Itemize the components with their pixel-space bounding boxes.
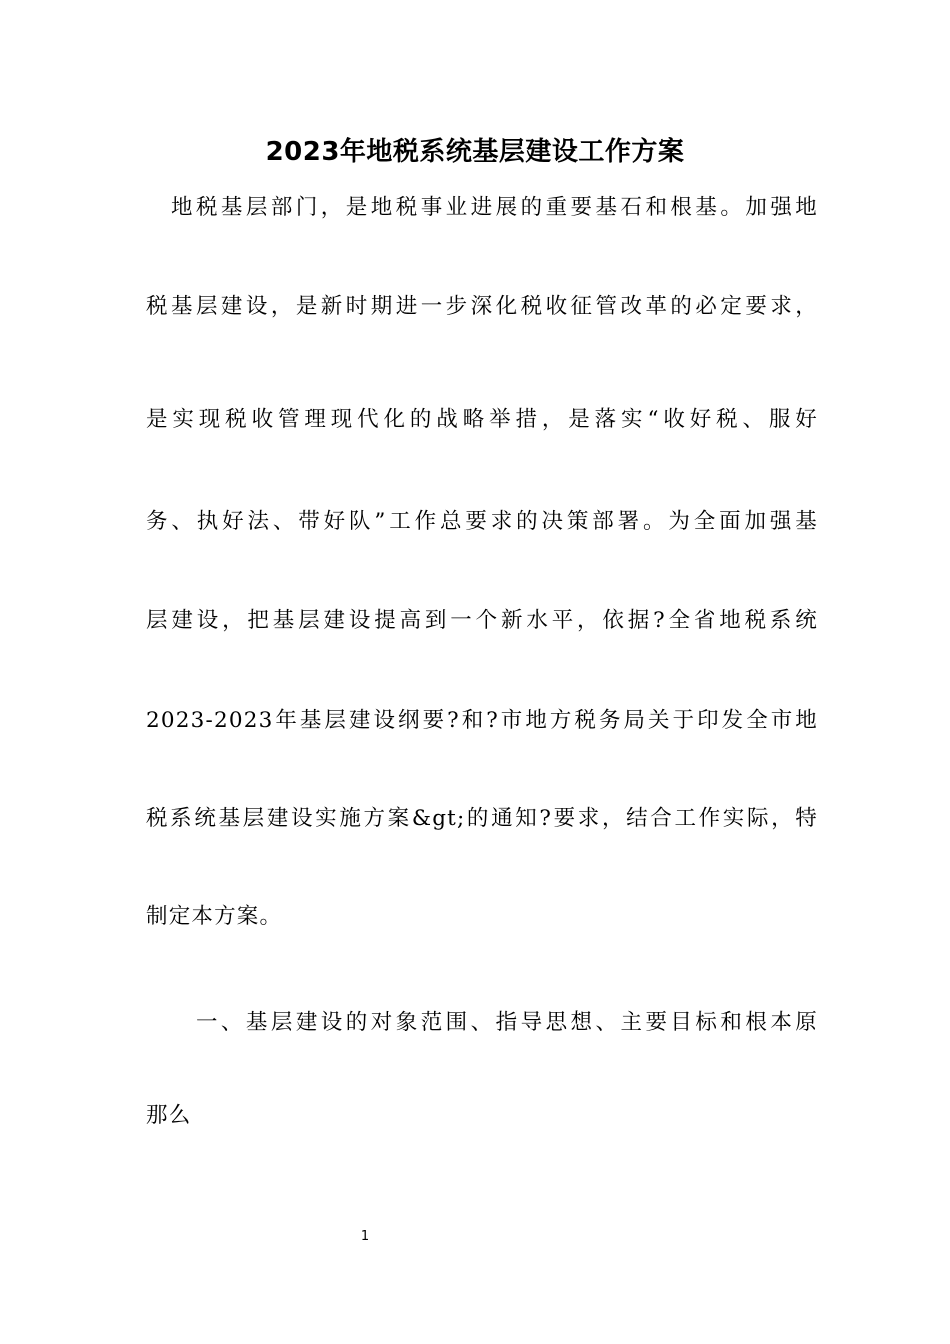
paragraph-line: 是实现税收管理现代化的战略举措，是落实“收好税、服好 — [146, 407, 818, 432]
paragraph-line: 层建设，把基层建设提高到一个新水平，依据?全省地税系统 — [146, 608, 818, 633]
page-number: 1 — [360, 1229, 370, 1244]
paragraph-line: 2023-2023年基层建设纲要?和?市地方税务局关于印发全市地 — [146, 708, 818, 733]
paragraph-line: 务、执好法、带好队”工作总要求的决策部署。为全面加强基 — [146, 509, 818, 534]
document-title: 2023年地税系统基层建设工作方案 — [265, 137, 685, 167]
paragraph-line: 地税基层部门，是地税事业进展的重要基石和根基。加强地 — [146, 195, 818, 220]
section-heading-line: 一、基层建设的对象范围、指导思想、主要目标和根本原 — [146, 1010, 818, 1035]
paragraph-line: 税系统基层建设实施方案&gt;的通知?要求，结合工作实际，特 — [146, 806, 818, 831]
section-heading-line: 那么 — [146, 1103, 192, 1128]
paragraph-line: 税基层建设，是新时期进一步深化税收征管改革的必定要求， — [146, 294, 818, 319]
paragraph-line: 制定本方案。 — [146, 904, 283, 929]
